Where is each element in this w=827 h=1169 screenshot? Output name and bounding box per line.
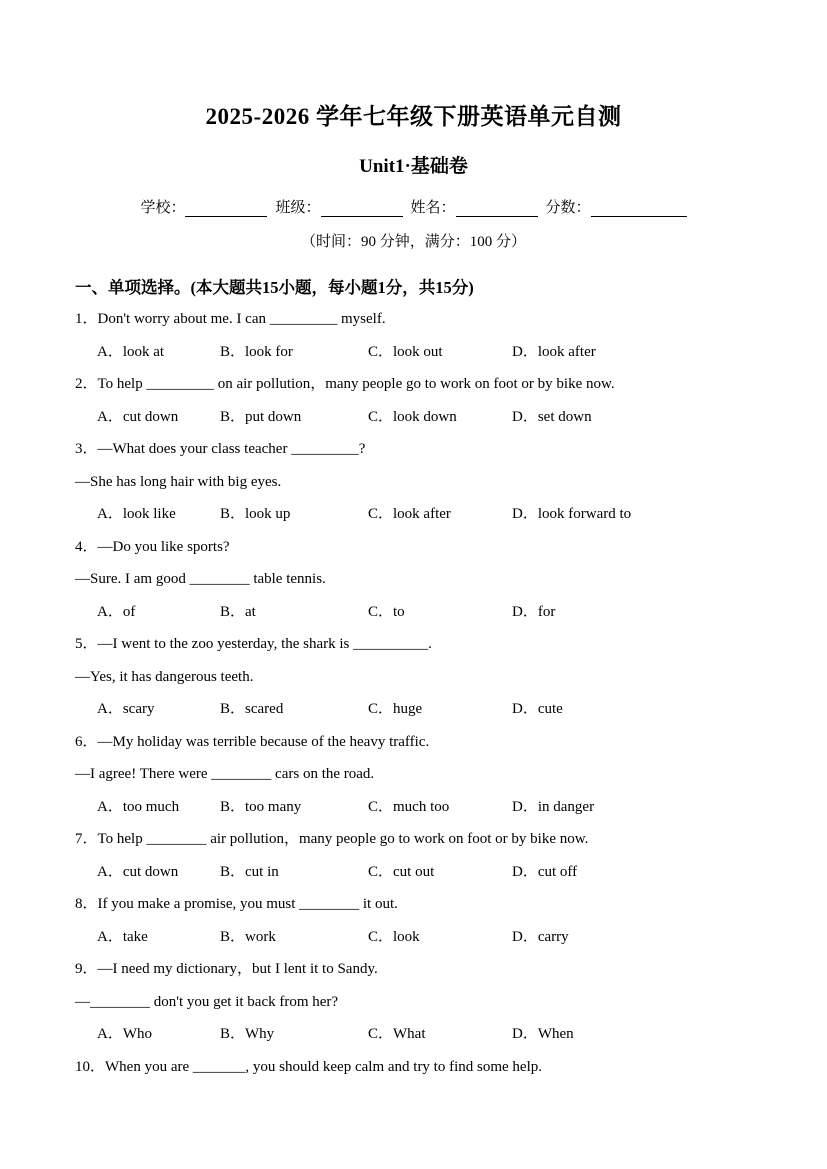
exam-content [0, 273, 827, 1083]
question-text: —I agree! There were ________ cars on the road. [75, 766, 375, 782]
page-title: 2025-2026 学年七年级下册英语单元自测 [205, 104, 622, 129]
option-text: Who [122, 1026, 153, 1042]
option-text: huge [393, 701, 423, 717]
question-4 [75, 531, 752, 629]
question-5 [75, 628, 752, 726]
page-subtitle: Unit1·基础卷 [359, 156, 468, 177]
name-field-blank [456, 200, 538, 217]
option-A [97, 498, 220, 531]
option-label: B． [220, 701, 246, 717]
question-text: Don't worry about me. I can _________ myself. [97, 311, 386, 327]
option-B [220, 1018, 368, 1051]
option-text: look [393, 928, 420, 945]
question-text: If you make a promise, you must ________ it out. [97, 896, 398, 912]
option-D [512, 921, 752, 954]
option-label: D． [512, 603, 538, 620]
options-row [75, 693, 752, 726]
options-row [75, 401, 752, 434]
option-text: cut down [122, 863, 179, 880]
options-row [75, 498, 752, 531]
question-text: To help _________ on air pollution，many people go to work on foot or by bike now. [97, 376, 615, 392]
option-label: A． [97, 928, 123, 945]
questions-list [75, 303, 752, 1083]
option-D [512, 693, 752, 726]
option-label: C． [368, 798, 394, 815]
option-D [512, 336, 752, 369]
question-stem [75, 628, 752, 661]
option-label: C． [368, 863, 394, 880]
options-row [75, 856, 752, 889]
option-text: too many [245, 798, 302, 815]
option-C [368, 498, 512, 531]
option-D [512, 791, 752, 824]
option-B [220, 693, 368, 726]
option-B [220, 336, 368, 369]
question-text: —What does your class teacher _________? [97, 441, 366, 457]
option-label: A． [97, 863, 123, 880]
option-text: cut out [393, 863, 435, 880]
options-row [75, 336, 752, 369]
question-3 [75, 433, 752, 531]
option-A [97, 791, 220, 824]
option-A [97, 856, 220, 889]
class-field-label: 班级： [275, 200, 321, 216]
option-B [220, 498, 368, 531]
class-field [275, 196, 402, 217]
option-text: set down [537, 408, 592, 425]
question-stem [75, 433, 752, 466]
option-label: D． [512, 701, 538, 717]
option-C [368, 336, 512, 369]
question-10 [75, 1051, 752, 1084]
school-field-label: 学校： [140, 200, 186, 216]
option-label: C． [368, 603, 394, 620]
score-field-blank [591, 200, 687, 217]
option-D [512, 1018, 752, 1051]
option-text: scary [122, 701, 155, 717]
student-info-line [0, 196, 827, 217]
option-label: A． [97, 603, 123, 620]
option-text: look after [537, 343, 596, 360]
option-text: of [122, 603, 136, 620]
class-field-blank [321, 200, 403, 217]
question-text: —Yes, it has dangerous teeth. [75, 668, 254, 685]
question-stem-continued [75, 563, 752, 596]
option-label: C． [368, 408, 394, 425]
question-stem [75, 823, 752, 856]
option-label: B． [220, 1026, 246, 1042]
option-C [368, 693, 512, 726]
option-label: D． [512, 1026, 538, 1042]
question-number: 10． [75, 1058, 106, 1075]
option-label: C． [368, 506, 394, 522]
question-text: —She has long hair with big eyes. [75, 473, 282, 490]
option-label: A． [97, 798, 123, 815]
option-text: too much [122, 798, 180, 815]
option-text: cute [537, 701, 563, 717]
option-A [97, 1018, 220, 1051]
option-text: look up [245, 506, 291, 522]
option-B [220, 856, 368, 889]
option-text: look for [245, 343, 293, 360]
option-text: to [393, 603, 405, 620]
name-field [411, 196, 538, 217]
option-label: B． [220, 863, 246, 880]
question-number: 6． [75, 733, 98, 750]
option-text: cut down [122, 408, 179, 425]
option-text: look like [122, 506, 176, 522]
option-B [220, 596, 368, 629]
question-number: 5． [75, 636, 98, 652]
option-text: carry [537, 928, 569, 945]
option-D [512, 856, 752, 889]
option-C [368, 401, 512, 434]
option-label: C． [368, 701, 394, 717]
question-7 [75, 823, 752, 888]
question-text: —I need my dictionary，but I lent it to Sandy. [97, 961, 378, 977]
question-stem [75, 726, 752, 759]
option-text: work [245, 928, 276, 945]
options-row [75, 791, 752, 824]
question-number: 8． [75, 896, 98, 912]
option-D [512, 596, 752, 629]
option-text: for [537, 603, 556, 620]
school-field-blank [185, 200, 267, 217]
option-text: cut in [245, 863, 279, 880]
option-C [368, 921, 512, 954]
score-field [546, 196, 687, 217]
option-text: What [393, 1026, 426, 1042]
option-label: A． [97, 506, 123, 522]
option-text: look down [393, 408, 457, 425]
option-label: D． [512, 343, 538, 360]
question-number: 7． [75, 831, 98, 847]
options-row [75, 596, 752, 629]
question-stem [75, 531, 752, 564]
option-label: D． [512, 863, 538, 880]
option-label: A． [97, 343, 123, 360]
option-B [220, 401, 368, 434]
option-text: scared [245, 701, 284, 717]
question-number: 1． [75, 311, 98, 327]
option-D [512, 498, 752, 531]
question-stem-continued [75, 986, 752, 1019]
option-text: much too [393, 798, 450, 815]
option-text: look out [393, 343, 443, 360]
option-label: B． [220, 506, 246, 522]
option-label: D． [512, 928, 538, 945]
question-6 [75, 726, 752, 824]
option-label: B． [220, 408, 246, 425]
option-text: in danger [537, 798, 595, 815]
option-text: cut off [537, 863, 578, 880]
question-9 [75, 953, 752, 1051]
question-stem [75, 303, 752, 336]
option-text: look forward to [537, 506, 632, 522]
option-label: C． [368, 343, 394, 360]
option-label: C． [368, 1026, 394, 1042]
options-row [75, 1018, 752, 1051]
option-label: A． [97, 1026, 123, 1042]
question-number: 2． [75, 376, 98, 392]
option-text: put down [245, 408, 302, 425]
question-number: 3． [75, 441, 98, 457]
question-text: —Sure. I am good ________ table tennis. [75, 571, 326, 587]
question-8 [75, 888, 752, 953]
option-text: look at [122, 343, 165, 360]
option-text: When [537, 1026, 574, 1042]
option-text: look after [393, 506, 451, 522]
question-stem [75, 953, 752, 986]
exam-time-score-note: （时间：90 分钟，满分：100 分） [300, 234, 526, 250]
option-A [97, 596, 220, 629]
question-text: —Do you like sports? [97, 538, 230, 555]
options-row [75, 921, 752, 954]
option-D [512, 401, 752, 434]
school-field [140, 196, 267, 217]
question-number: 4． [75, 538, 98, 555]
question-stem [75, 368, 752, 401]
question-text: —________ don't you get it back from her? [75, 993, 339, 1010]
option-label: C． [368, 928, 394, 945]
score-field-label: 分数： [545, 200, 591, 216]
question-text: —I went to the zoo yesterday, the shark is __________. [97, 636, 432, 652]
option-text: Why [245, 1026, 275, 1042]
name-field-label: 姓名： [410, 200, 456, 216]
question-stem [75, 888, 752, 921]
question-stem-continued [75, 758, 752, 791]
option-label: A． [97, 408, 123, 425]
option-A [97, 693, 220, 726]
option-label: B． [220, 928, 246, 945]
option-C [368, 1018, 512, 1051]
question-stem [75, 1051, 752, 1084]
option-A [97, 401, 220, 434]
option-A [97, 921, 220, 954]
question-number: 9． [75, 961, 98, 977]
option-label: B． [220, 798, 246, 815]
option-C [368, 856, 512, 889]
option-text: take [122, 928, 148, 945]
option-label: B． [220, 343, 246, 360]
option-B [220, 791, 368, 824]
option-label: D． [512, 506, 538, 522]
option-C [368, 791, 512, 824]
question-text: When you are _______, you should keep calm and try to find some help. [105, 1058, 543, 1075]
option-label: D． [512, 408, 538, 425]
question-1 [75, 303, 752, 368]
option-label: D． [512, 798, 538, 815]
question-stem-continued [75, 661, 752, 694]
option-B [220, 921, 368, 954]
section-heading: 一、单项选择。(本大题共15小题，每小题1分，共15分) [75, 278, 474, 297]
option-label: B． [220, 603, 246, 620]
option-text: at [245, 603, 256, 620]
question-text: To help ________ air pollution，many people go to work on foot or by bike now. [97, 831, 589, 847]
option-label: A． [97, 701, 123, 717]
question-stem-continued [75, 466, 752, 499]
question-text: —My holiday was terrible because of the heavy traffic. [97, 733, 430, 750]
option-C [368, 596, 512, 629]
option-A [97, 336, 220, 369]
question-2 [75, 368, 752, 433]
